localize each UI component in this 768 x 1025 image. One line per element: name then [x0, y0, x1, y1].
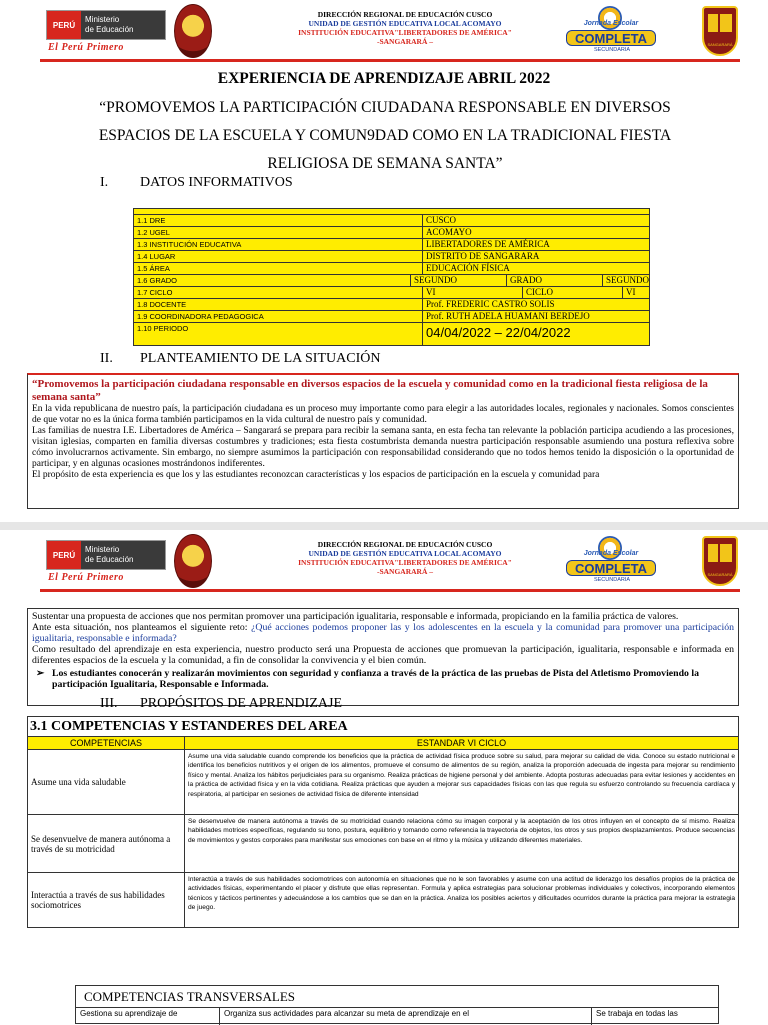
peru-minedu-logo: PERÚ Ministerio de Educación: [46, 540, 166, 570]
ugel-seal-icon: [174, 534, 212, 588]
peru-logo-text: PERÚ: [47, 11, 81, 39]
jornada-completa-logo: Jornada Escolar COMPLETA SECUNDARIA: [560, 536, 660, 588]
situacion-box: [27, 373, 739, 509]
peru-logo-text: PERÚ: [47, 541, 81, 569]
page-header: [40, 534, 740, 592]
reto-question: ¿Qué acciones podemos proponer las y los adolescentes en la escuela y la comunidad para promover una participación igualitaria, responsable e informada?: [32, 622, 734, 644]
bullet-item: ➢ Los estudiantes conocerán y realizarán movimientos con seguridad y confianza a través de la práctica de las pruebas de Pista del Atletismo Promoviendo la participación Igualitaria, Responsable e Informada.: [32, 668, 734, 690]
table-row-periodo: 1.10 PERIODO 04/04/2022 – 22/04/2022: [134, 323, 649, 345]
situacion-continuation-box: Sustentar una propuesta de acciones que nos permitan promover una participación igualitaria, responsable e informada, propiciando en la familia práctica de valores. Ante esta situación, nos planteamos el siguiente reto: ¿Qué acciones podemos proponer las y los adolescentes en la escuela y la comunidad para promover una participación igualitaria, responsable e informada? Como resultado del aprendizaje en esta experiencia, nuestro producto será una Propuesta de acciones que promuevan la participación, igualitaria, responsable e informada en diferentes espacios de la escuela y la comunidad, a fin de consolidar la convivencia y el bien común. ➢ Los estudiantes conocerán y realizarán movimientos con seguridad y confianza a través de la práctica de las pruebas de Pista del Atletismo Promoviendo la participación Igualitaria, Responsable e Informada.: [27, 608, 739, 706]
table-row: Gestiona su aprendizaje de Organiza sus actividades para alcanzar su meta de aprendizaje en el Se trabaja en todas las: [76, 1008, 718, 1025]
section-heading-planteamiento: II. PLANTEAMIENTO DE LA SITUACIÓN: [100, 351, 381, 366]
table-row-ciclo: 1.7 CICLO VI CICLO VI: [134, 287, 649, 299]
table-row: 1.2 UGEL ACOMAYO: [134, 227, 649, 239]
section-heading-propositos: III. PROPÓSITOS DE APRENDIZAJE: [100, 696, 342, 711]
situacion-paragraph: En la vida republicana de nuestro país, la participación ciudadana es un proceso muy importante como para elegir a las autoridades locales, regionales y nacionales. Somos conscientes de que votar no es la única forma también participamos en la vida cultural de nuestro país y comunidad.: [32, 404, 734, 425]
table-row: 1.5 ÁREA EDUCACIÓN FÍSICA: [134, 263, 649, 275]
ugel-seal-icon: [174, 4, 212, 58]
situacion-paragraph: El propósito de esta experiencia es que los y las estudiantes reconozcan características y los espacios de participación en la escuela y comunidad para: [32, 470, 600, 480]
section-heading-datos: I. DATOS INFORMATIVOS: [100, 175, 293, 190]
table-row: 1.4 LUGAR DISTRITO DE SANGARARA: [134, 251, 649, 263]
competencias-table: [27, 716, 739, 928]
transversales-title: COMPETENCIAS TRANSVERSALES: [76, 986, 718, 1008]
peru-minedu-logo: PERÚ Ministerio de Educación: [46, 10, 166, 40]
competencias-transversales-table: [75, 985, 719, 1024]
school-shield-icon: SANGARARÁ: [702, 536, 738, 586]
table-row: Interactúa a través de sus habilidades sociomotrices Interactúa a través de sus habilidades sociomotrices con autonomía en situaciones que no le son favorables y asume con una actitud de liderazgo los desafíos propios de la práctica de actividades físicas, experimentando el placer y disfrute que ellas representan. Formula y aplica estrategias para solucionar problemas individuales y colectivos, incorporando elementos técnicos y tácticos pertinentes y adecuándose a los cambios que se dan en la práctica. Analiza los posibles aciertos y dificultades ocurridos durante la práctica para mejorar la estrategia de juego.: [28, 873, 738, 927]
table-row: 1.9 COORDINADORA PEDAGOGICA Prof. RUTH ADELA HUAMANI BERDEJO: [134, 311, 649, 323]
situacion-title: “Promovemos la participación ciudadana responsable en diversos espacios de la escuela y comunidad como en la tradicional fiesta religiosa de la semana santa”: [32, 378, 708, 403]
table-header-row: COMPETENCIAS ESTANDAR VI CICLO: [28, 737, 738, 750]
header-institution-text: DIRECCIÓN REGIONAL DE EDUCACIÓN CUSCO UNIDAD DE GESTIÓN EDUCATIVA LOCAL ACOMAYO INSTITUCIÓN EDUCATIVA"LIBERTADORES DE AMÉRICA" -SANGARARÁ –: [298, 540, 512, 576]
table-row: 1.1 DRE CUSCO: [134, 215, 649, 227]
datos-informativos-table: [133, 208, 650, 346]
table-row: Se desenvuelve de manera autónoma a través de su motricidad Se desenvuelve de manera autónoma a través de su motricidad cuando relaciona cómo su imagen corporal y la aceptación de los otros influyen en el concepto de sí mismo. Realiza habilidades motrices específicas, regulando su tono, postura, equilibrio y tomando como referencia la trayectoria de objetos, los otros y sus propios desplazamientos. Produce secuencias de movimientos y gestos corporales para manifestar sus emociones con base en el ritmo y la música y utilizando diferentes materiales.: [28, 815, 738, 873]
table-row: 1.3 INSTITUCIÓN EDUCATIVA LIBERTADORES DE AMÉRICA: [134, 239, 649, 251]
page-2: [0, 530, 768, 1024]
table-row: Asume una vida saludable Asume una vida saludable cuando comprende los beneficios que la práctica de actividad física produce sobre su salud, para mejorar su calidad de vida. Conoce su estado nutricional e identifica los beneficios nutritivos y el origen de los alimentos, promueve el consumo de alimentos de su región, analiza la proporción adecuada de ingesta para mejorar su rendimiento físico y mental. Analiza los hábitos perjudiciales para su organismo. Realiza prácticas de higiene personal y del ambiente. Adopta posturas adecuadas para evitar lesiones y accidentes en la práctica de actividad física y en la vida cotidiana. Realiza prácticas que ayuden a mejorar sus capacidades físicas con las que regula su esfuerzo controlando su frecuencia cardíaca y respiratoria, al participar en sesiones de actividad física de diferente intensidad: [28, 750, 738, 815]
school-shield-icon: SANGARARÁ: [702, 6, 738, 56]
table-row-grado: 1.6 GRADO SEGUNDO GRADO SEGUNDO: [134, 275, 649, 287]
jornada-completa-logo: Jornada Escolar COMPLETA SECUNDARIA: [560, 6, 660, 58]
competencias-title: 3.1 COMPETENCIAS Y ESTANDERES DEL AREA: [28, 717, 738, 737]
situacion-paragraph: Las familias de nuestra I.E. Libertadores de América – Sangarará se prepara para recibir la semana santa, en esta fecha tan relevante la población participa acudiendo a las procesiones, visitan iglesias, comparten en familia diversas costumbres y tradiciones; esta fiesta costumbrista demanda nuestra participación responsable asumiendo una postura reflexiva sobre cómo involucrarnos activamente. Sin embargo, no siempre asumimos la participación con responsabilidad considerando que no todos hemos tenido la disposición o la oportunidad de participar, y en algunas ocasiones mostrándonos indiferentes.: [32, 426, 734, 469]
el-peru-primero-text: El Perú Primero: [48, 572, 124, 583]
page-separator: [0, 522, 768, 530]
table-row: 1.8 DOCENTE Prof. FREDERIC CASTRO SOLIS: [134, 299, 649, 311]
el-peru-primero-text: El Perú Primero: [48, 42, 124, 53]
header-institution-text: DIRECCIÓN REGIONAL DE EDUCACIÓN CUSCO UNIDAD DE GESTIÓN EDUCATIVA LOCAL ACOMAYO INSTITUCIÓN EDUCATIVA"LIBERTADORES DE AMÉRICA" -SANGARARÁ –: [298, 10, 512, 46]
page-header: [40, 4, 740, 62]
page-subtitle: “PROMOVEMOS LA PARTICIPACIÓN CIUDADANA RESPONSABLE EN DIVERSOS ESPACIOS DE LA ESCUELA Y COMUN9DAD COMO EN LA TRADICIONAL FIESTA RELIGIOSA DE SEMANA SANTA”: [98, 99, 672, 172]
arrow-bullet-icon: ➢: [36, 668, 45, 679]
page-title: EXPERIENCIA DE APRENDIZAJE ABRIL 2022: [217, 70, 551, 87]
